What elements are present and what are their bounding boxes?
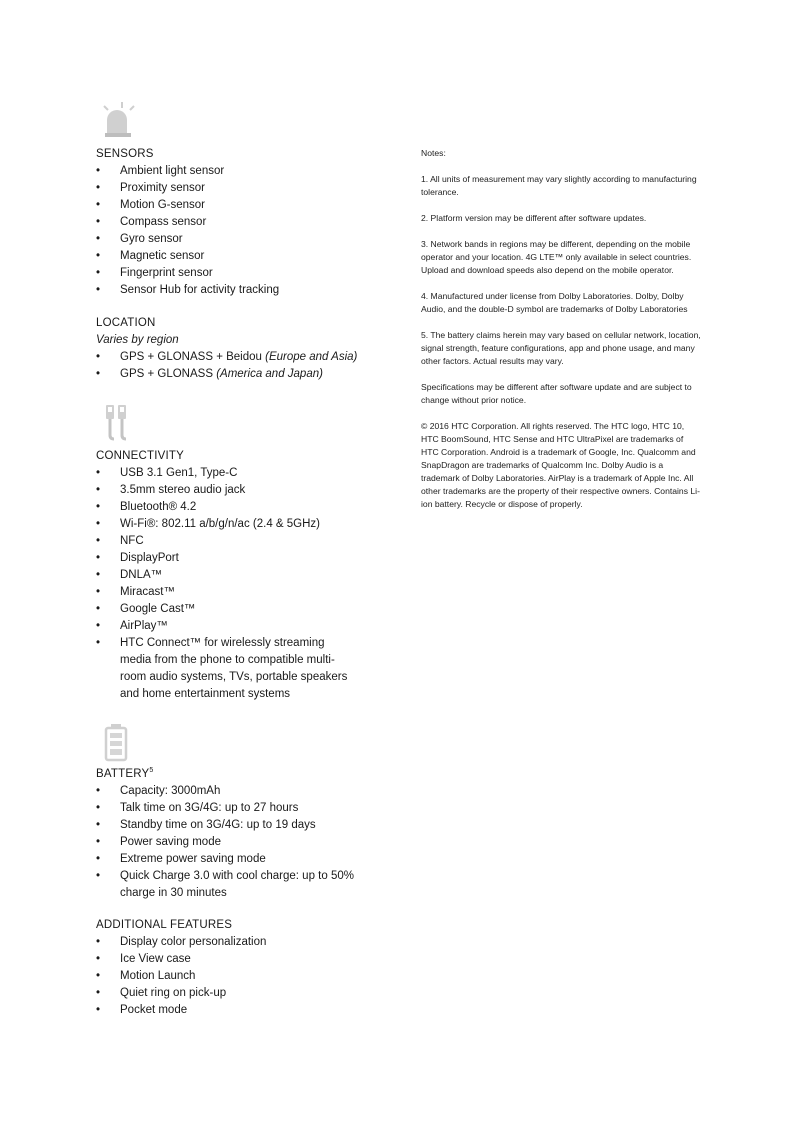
battery-list	[96, 783, 396, 902]
list-item: • USB 3.1 Gen1, Type-C	[96, 465, 356, 482]
list-item: • Ambient light sensor	[96, 163, 396, 180]
list-item: • 3.5mm stereo audio jack	[96, 482, 356, 499]
list-item: • Compass sensor	[96, 214, 396, 231]
list-item: • DNLA™	[96, 567, 356, 584]
list-item: • Ice View case	[96, 951, 396, 968]
footnote-marker: 5	[149, 767, 154, 775]
list-item: • DisplayPort	[96, 550, 356, 567]
sensor-beacon-icon	[96, 100, 136, 140]
location-section	[96, 315, 396, 383]
notes-title: Notes:	[421, 148, 446, 158]
list-item: • GPS + GLONASS (America and Japan)	[96, 366, 396, 383]
list-item: • Motion G-sensor	[96, 197, 396, 214]
list-item: • Bluetooth® 4.2	[96, 499, 356, 516]
section-subtitle: Varies by region	[96, 334, 179, 346]
note-paragraph: 1. All units of measurement may vary slightly according to manufacturing tolerance.	[421, 174, 697, 197]
list-item: • Magnetic sensor	[96, 248, 396, 265]
section-title: CONNECTIVITY	[96, 450, 185, 462]
note-paragraph: Specifications may be different after software update and are subject to change without prior notice.	[421, 382, 692, 405]
section-title: ADDITIONAL FEATURES	[96, 919, 233, 931]
list-item: • Quiet ring on pick-up	[96, 985, 396, 1002]
list-item: • Proximity sensor	[96, 180, 396, 197]
list-item: • Power saving mode	[96, 834, 396, 851]
list-item: • Talk time on 3G/4G: up to 27 hours	[96, 800, 396, 817]
list-item: • HTC Connect™ for wirelessly streaming media from the phone to compatible multi-room audio systems, TVs, portable speakers and home entertainment systems	[96, 635, 356, 703]
section-title: BATTERY$^5$	[96, 767, 154, 780]
connectivity-list	[96, 465, 356, 703]
location-list	[96, 349, 396, 383]
connectivity-section	[96, 448, 396, 703]
list-item: • Wi-Fi®: 802.11 a/b/g/n/ac (2.4 & 5GHz)	[96, 516, 356, 533]
list-item: • Sensor Hub for activity tracking	[96, 282, 396, 299]
note-paragraph: 3. Network bands in regions may be different, depending on the mobile operator and your location. 4G LTE™ only available in select countries. Upload and download speeds also depend on the mobile operator.	[421, 239, 692, 275]
usb-cable-icon	[96, 403, 136, 443]
list-item: • Extreme power saving mode	[96, 851, 396, 868]
list-item: • Capacity: 3000mAh	[96, 783, 396, 800]
section-title: LOCATION	[96, 317, 156, 329]
list-item: • Quick Charge 3.0 with cool charge: up to 50% charge in 30 minutes	[96, 868, 374, 902]
list-item: • Display color personalization	[96, 934, 396, 951]
list-item: • Google Cast™	[96, 601, 356, 618]
note-paragraph: © 2016 HTC Corporation. All rights reserved. The HTC logo, HTC 10, HTC BoomSound, HTC Sense and HTC UltraPixel are trademarks of HTC Corporation. Android is a trademark of Google, Inc. Qualcomm and SnapDragon are trademarks of Qualcomm Inc. Dolby Audio is a trademark of Dolby Laboratories. AirPlay is a trademark of Apple Inc. All other trademarks are the property of their respective owners. Contains Li-ion battery. Recycle or dispose of properly.	[421, 421, 700, 509]
list-item: • Gyro sensor	[96, 231, 396, 248]
notes-column	[421, 147, 701, 524]
list-item: • Miracast™	[96, 584, 356, 601]
list-item: • Pocket mode	[96, 1002, 396, 1019]
battery-icon	[96, 722, 136, 762]
sensors-list	[96, 163, 396, 299]
list-item: • Motion Launch	[96, 968, 396, 985]
note-paragraph: 5. The battery claims herein may vary based on cellular network, location, signal strength, feature configurations, app and phone usage, and many other factors. Actual results may vary.	[421, 330, 701, 366]
list-item: • GPS + GLONASS + Beidou (Europe and Asia)	[96, 349, 396, 366]
sensors-section	[96, 146, 396, 299]
note-paragraph: 2. Platform version may be different after software updates.	[421, 213, 647, 223]
list-item: • AirPlay™	[96, 618, 356, 635]
list-item: • Standby time on 3G/4G: up to 19 days	[96, 817, 396, 834]
battery-section	[96, 766, 396, 902]
list-item: • Fingerprint sensor	[96, 265, 396, 282]
section-title: SENSORS	[96, 148, 154, 160]
additional-features-section	[96, 917, 396, 1019]
note-paragraph: 4. Manufactured under license from Dolby Laboratories. Dolby, Dolby Audio, and the double-D symbol are trademarks of Dolby Laboratories	[421, 291, 688, 314]
list-item: • NFC	[96, 533, 356, 550]
additional-features-list	[96, 934, 396, 1019]
